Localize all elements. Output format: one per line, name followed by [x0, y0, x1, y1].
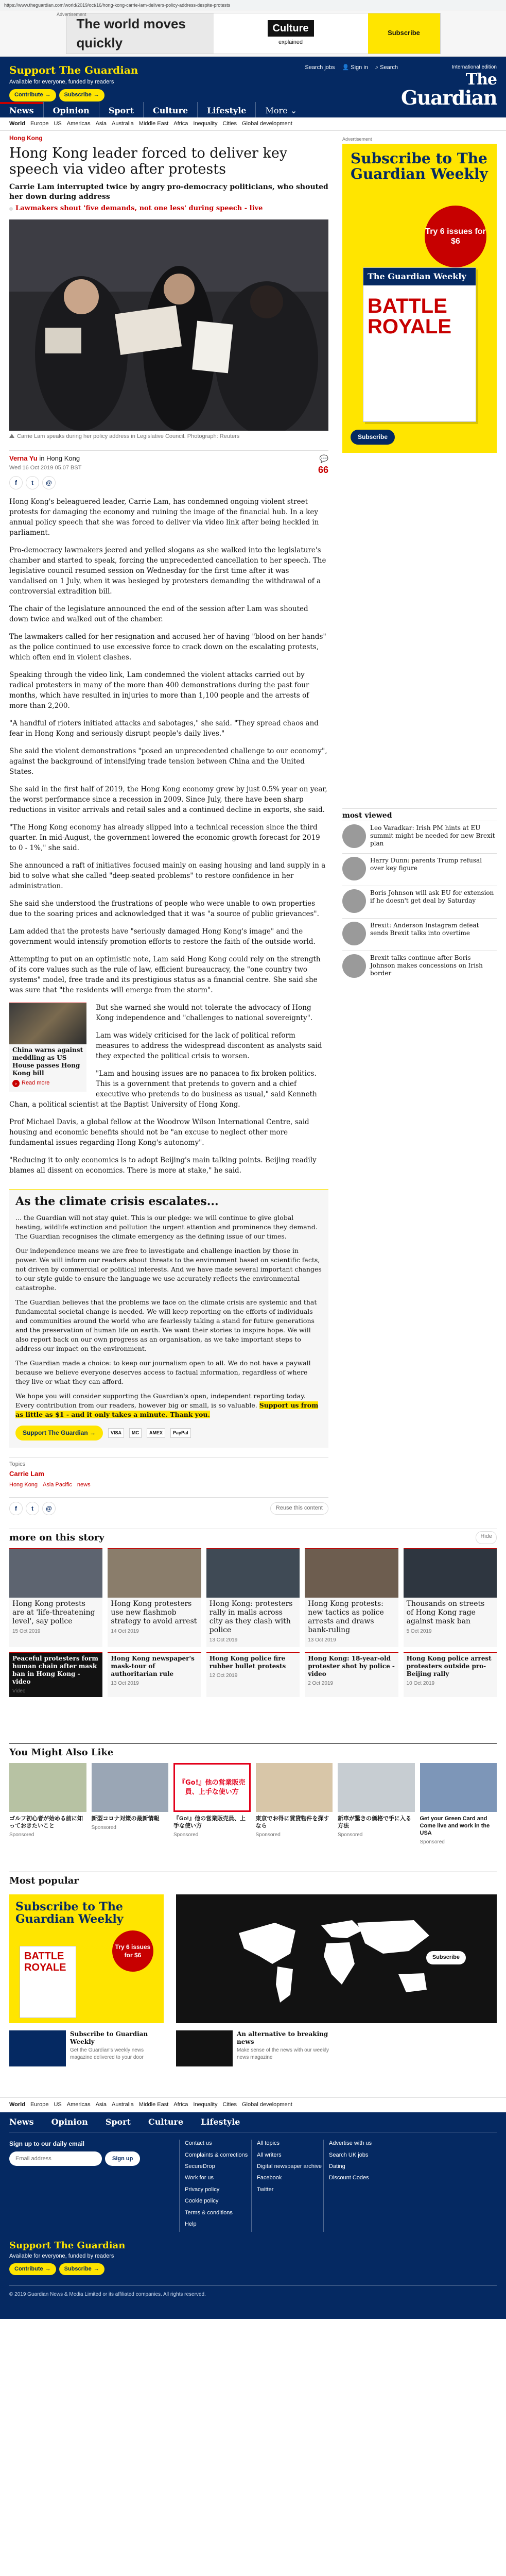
- promo-image: [176, 2030, 233, 2066]
- sub-nav: [0, 117, 506, 131]
- footer-link[interactable]: Contact us: [185, 2140, 212, 2147]
- sponsored-image: [256, 1763, 333, 1812]
- footer-link[interactable]: Work for us: [185, 2175, 214, 2181]
- sponsored-source: Sponsored: [420, 1839, 445, 1845]
- promo-title: An alternative to breaking news: [237, 2030, 328, 2046]
- footer-subnav-us[interactable]: US: [54, 2102, 62, 2108]
- sponsored-source: Sponsored: [173, 1832, 199, 1838]
- mini-meta: 12 Oct 2019: [209, 1673, 238, 1679]
- mv-title: Brexit talks continue after Boris Johnson makes concessions on Irish border: [370, 954, 483, 977]
- epic-paragraph: The Guardian made a choice: to keep our journalism open to all. We do not have a paywall because we believe everyone deserves access to factual information, regardless of where they live or what they can afford.: [15, 1359, 311, 1386]
- reuse-content-link[interactable]: Reuse this content: [270, 1502, 328, 1514]
- sponsored-card[interactable]: [420, 1763, 497, 1846]
- dateline: Wed 16 Oct 2019 05.07 BST: [9, 464, 82, 471]
- sponsored-image: [338, 1763, 415, 1812]
- contributions-epic: [9, 1189, 328, 1448]
- sponsored-title: 新型コロナ対策の最新情報: [91, 1816, 160, 1822]
- topics-label: Topics: [9, 1461, 26, 1467]
- tag-news[interactable]: news: [77, 1481, 91, 1488]
- map-ad-subscribe-button[interactable]: Subscribe: [426, 1951, 466, 1964]
- promo-subtitle: Make sense of the news with our weekly news magazine: [237, 2047, 329, 2061]
- footer-subnav-americas[interactable]: Americas: [66, 2102, 91, 2108]
- support-subtitle: Available for everyone, funded by readers: [9, 79, 114, 85]
- mini-story-card[interactable]: [404, 1652, 497, 1697]
- story-image: [404, 1549, 497, 1598]
- promo-weekly[interactable]: [9, 2030, 164, 2066]
- footer-support-block: [9, 2239, 497, 2275]
- sponsored-image-text: 『Go!』他の営業販売員、上手な使い方: [173, 1763, 251, 1812]
- search-jobs-link[interactable]: Search jobs: [305, 64, 335, 71]
- tag-asia-pacific[interactable]: Asia Pacific: [43, 1481, 72, 1488]
- weekly-mag-cover-text: BATTLE ROYALE: [368, 294, 452, 338]
- footer-subscribe-button[interactable]: [59, 2263, 104, 2275]
- paragraph: Pro-democracy lawmakers jeered and yelled slogans as she walked into the legislature's chamber and started to speak, forcing the unprecedented cancellation to her speech. The legislative council resumed session on Wednesday for the first time after it was vandalised on 1 July, when it was besieged by protesters demanding the withdrawal of a controversial extradition bill.: [9, 546, 326, 596]
- email-share-icon[interactable]: @: [42, 476, 56, 489]
- sponsored-card[interactable]: [9, 1763, 86, 1846]
- ad-culture-block: [214, 13, 368, 54]
- most-popular: [0, 1872, 506, 2066]
- sponsored-card[interactable]: [256, 1763, 333, 1846]
- top-advertisement: [0, 10, 506, 57]
- article-meta: [9, 450, 328, 490]
- article-headline: Hong Kong leader forced to deliver key speech via video after protests: [9, 145, 288, 177]
- mini-title: Hong Kong police arrest protesters outside pro-Beijing rally: [406, 1655, 492, 1678]
- arrow-right-icon: ›: [12, 1080, 20, 1087]
- copyright: © 2019 Guardian News & Media Limited or its affiliated companies. All rights reserved.: [9, 2285, 497, 2298]
- footer-links-col3: [323, 2140, 395, 2232]
- subnav-us[interactable]: US: [54, 120, 62, 127]
- sponsored-title: 新車が驚きの価格で手に入る方法: [338, 1816, 411, 1829]
- subnav-middle-east[interactable]: Middle East: [138, 120, 169, 127]
- story-title: Hong Kong protesters use new flashmob strategy to avoid arrest: [111, 1600, 197, 1626]
- arrow-right-icon: →: [93, 92, 99, 98]
- subnav-world[interactable]: World: [9, 120, 25, 127]
- footer-pillar-news[interactable]: News: [9, 2116, 34, 2127]
- paragraph: Lam was widely criticised for the lack of political reform measures to address the widespread discontent as analysts said they expected the political crisis to worsen.: [96, 1031, 322, 1061]
- story-meta: 15 Oct 2019: [12, 1629, 41, 1635]
- subnav-americas[interactable]: Americas: [66, 120, 91, 127]
- pillar-lifestyle[interactable]: Lifestyle: [197, 102, 255, 117]
- mv-title: Leo Varadkar: Irish PM hints at EU summit might be needed for new Brexit plan: [370, 824, 495, 848]
- paragraph: She announced a raft of initiatives focused mainly on easing housing and land supply in a bid to solve what she called "deep-seated problems" to restore confidence in her administration.: [9, 861, 326, 891]
- story-meta: 5 Oct 2019: [406, 1629, 432, 1635]
- footer-pillar-culture[interactable]: Culture: [148, 2116, 184, 2127]
- footer-subnav-middle-east[interactable]: Middle East: [138, 2102, 169, 2108]
- story-meta: 13 Oct 2019: [209, 1637, 238, 1643]
- promo-image: [9, 2030, 66, 2066]
- weekly-ad-small-cover-text: BATTLE ROYALE: [24, 1951, 66, 1974]
- mv-thumbnail: [342, 857, 366, 880]
- paragraph: Hong Kong's beleaguered leader, Carrie Lam, has condemned ongoing violent street protests for damaging the economy and ruining the image of the financial hub. In a key annual policy speech that she was forced to deliver via video link after being heckled in parliament.: [9, 498, 319, 537]
- mini-title: Hong Kong: 18-year-old protester shot by police - video: [308, 1655, 395, 1678]
- footer-link[interactable]: Advertise with us: [329, 2140, 372, 2147]
- chevron-down-icon: ⌄: [290, 106, 298, 115]
- story-title: Hong Kong protests: new tactics as police arrests and draws bank-ruling: [308, 1600, 384, 1635]
- mini-story-card[interactable]: [206, 1652, 300, 1697]
- sponsored-card[interactable]: [338, 1763, 415, 1846]
- footer-support-subtitle: Available for everyone, funded by readers: [9, 2252, 114, 2259]
- subscribe-label: Subscribe: [64, 92, 92, 98]
- footer-support-title: Support The Guardian: [9, 2240, 126, 2251]
- epic-highlight-text: Support us from as little as $1 - and it only takes a minute. Thank you.: [15, 1401, 319, 1419]
- sponsored-source: Sponsored: [255, 1832, 281, 1838]
- comment-bubble-icon: 💬: [319, 454, 328, 463]
- footer-subnav-europe[interactable]: Europe: [30, 2102, 49, 2108]
- footer-links-col2: [251, 2140, 323, 2232]
- weekly-mag-masthead: The Guardian Weekly: [363, 268, 476, 285]
- contribute-label: Contribute: [14, 92, 43, 98]
- mini-meta: 10 Oct 2019: [406, 1681, 435, 1687]
- footer-link[interactable]: Terms & conditions: [185, 2209, 233, 2216]
- pillar-culture[interactable]: Culture: [143, 102, 197, 117]
- support-label: Support The Guardian: [23, 1429, 88, 1437]
- mv-thumbnail: [342, 824, 366, 848]
- mv-thumbnail: [342, 922, 366, 945]
- sign-in-link[interactable]: [342, 64, 368, 72]
- right-column: [342, 131, 497, 1515]
- footer-subnav: [0, 2097, 506, 2109]
- story-image: [108, 1549, 201, 1598]
- paragraph: Prof Michael Davis, a global fellow at the Woodrow Wilson International Centre, said housing and economic benefits should not be "an excuse to neglect other more fundamental issues regarding Hong Kong's autonomy".: [9, 1118, 309, 1147]
- most-viewed: [342, 808, 497, 984]
- paragraph: "A handful of rioters initiated attacks and sabotages," she said. "They spread chaos and fear in Hong Kong and seriously disrupt people's daily lives.": [9, 719, 319, 738]
- paragraph: But she warned she would not tolerate the advocacy of Hong Kong independence and "challenges to national sovereignty".: [96, 1004, 313, 1023]
- support-title: Support The Guardian: [9, 64, 138, 76]
- mini-meta: 2 Oct 2019: [308, 1681, 334, 1687]
- epic-plain-text: We hope you will consider supporting the Guardian's open, independent reporting today. Every contribution from our readers, however big or small, is so valuable.: [15, 1392, 306, 1410]
- epic-paragraph: Our independence means we are free to investigate and challenge inaction by those in power. We will inform our readers about threats to the environment based on scientific facts, not driven by commercial or political interests. And we have made several important changes to our style guide to ensure the language we use accurately reflects the environmental catastrophe.: [15, 1247, 322, 1292]
- paragraph: Lam added that the protests have "seriously damaged Hong Kong's image" and the government would intensify promotion efforts to restore the faith of the outside world.: [9, 927, 316, 946]
- promo-alternative[interactable]: [176, 2030, 330, 2066]
- twitter-share-icon[interactable]: t: [26, 1502, 39, 1515]
- arrow-right-icon: →: [45, 92, 51, 98]
- sponsored-card[interactable]: [92, 1763, 169, 1846]
- paragraph: "The Hong Kong economy has already slipped into a technical recession since the third quarter. In mid-August, the government lowered the economic growth forecast for 2019 to 0 - 1%," she said.: [9, 823, 320, 853]
- arrow-right-icon: →: [90, 1429, 96, 1437]
- byline[interactable]: [9, 454, 81, 463]
- rich-link-title: China warns against meddling as US House passes Hong Kong bill: [12, 1046, 83, 1077]
- story-card[interactable]: [305, 1548, 398, 1647]
- pillar-news[interactable]: News: [0, 102, 43, 117]
- promo-title: Subscribe to Guardian Weekly: [70, 2030, 148, 2046]
- bottom-share-row: [9, 1497, 328, 1515]
- story-meta: 14 Oct 2019: [111, 1629, 139, 1635]
- mv-title: Boris Johnson will ask EU for extension if he doesn't get deal by Saturday: [370, 889, 494, 905]
- sponsored-title: ゴルフ初心者が始める前に知っておきたいこと: [9, 1816, 83, 1829]
- byline-place: in Hong Kong: [39, 454, 80, 462]
- mini-title: Hong Kong police fire rubber bullet protests: [209, 1655, 286, 1670]
- footer-pillar-lifestyle[interactable]: Lifestyle: [201, 2116, 240, 2127]
- paragraph: She said she understood the frustrations of people who were unable to own properties due to the soaring prices and acknowledged that it was "a source of public grievances".: [9, 900, 319, 919]
- subnav-africa[interactable]: Africa: [173, 120, 188, 127]
- email-signup: [9, 2140, 179, 2232]
- subnav-cities[interactable]: Cities: [222, 120, 237, 127]
- edition-selector[interactable]: International edition: [451, 64, 497, 70]
- world-map-ad[interactable]: [176, 1894, 497, 2023]
- most-viewed-item[interactable]: [342, 951, 497, 983]
- ad-explained-label: explained: [278, 39, 303, 45]
- weekly-ad-small[interactable]: [9, 1894, 164, 2023]
- signup-label: Sign up to our daily email: [9, 2140, 85, 2148]
- ad-headline: The world moves quickly: [66, 13, 214, 54]
- sponsored-title: Get your Green Card and Come live and work in the USA: [420, 1816, 490, 1837]
- article-body: [9, 497, 328, 1176]
- contribute-label: Contribute: [14, 2265, 43, 2272]
- footer-subnav-africa[interactable]: Africa: [173, 2102, 188, 2108]
- mini-meta: Video: [12, 1688, 26, 1694]
- subnav-asia[interactable]: Asia: [95, 120, 107, 127]
- epic-title: As the climate crisis escalates...: [15, 1195, 219, 1209]
- sponsored-title: 東京でお得に賃貸物件を探すなら: [255, 1816, 329, 1829]
- sponsored-source: Sponsored: [91, 1825, 116, 1831]
- contribute-button[interactable]: [9, 89, 56, 101]
- subscribe-button[interactable]: [59, 89, 104, 101]
- more-on-this-story: [0, 1529, 506, 1697]
- logo-guardian: Guardian: [401, 86, 497, 109]
- sponsored-image: [92, 1763, 169, 1812]
- rich-link-image: [9, 1003, 86, 1044]
- sponsored-source: Sponsored: [338, 1832, 363, 1838]
- footer-pillar-opinion[interactable]: Opinion: [51, 2116, 88, 2127]
- story-image: [9, 1549, 102, 1598]
- search-icon: ⌕: [375, 64, 379, 71]
- footer-link[interactable]: Digital newspaper archive: [257, 2163, 322, 2170]
- support-guardian-button[interactable]: [15, 1426, 103, 1440]
- hide-section-button[interactable]: Hide: [476, 1531, 497, 1544]
- mini-title: Hong Kong newspaper's mask-tour of authoritarian rule: [111, 1655, 195, 1678]
- masthead: [0, 57, 506, 117]
- footer-link[interactable]: Search UK jobs: [329, 2151, 369, 2158]
- sponsored-image: [420, 1763, 497, 1812]
- pillar-sport[interactable]: Sport: [99, 102, 143, 117]
- subnav-inequality[interactable]: Inequality: [193, 120, 218, 127]
- you-might-also-like: [0, 1743, 506, 1846]
- footer-contribute-button[interactable]: [9, 2263, 56, 2275]
- paragraph: The lawmakers called for her resignation and accused her of having "blood on her hands" as the police continued to use excessive force to crack down on the escalating protests, which often end in violent clashes.: [9, 633, 326, 662]
- pillar-nav: [0, 102, 306, 117]
- ymal-title: You Might Also Like: [9, 1747, 114, 1758]
- footer-link[interactable]: All topics: [257, 2140, 280, 2147]
- tag-hong-kong[interactable]: Hong Kong: [9, 1481, 38, 1488]
- signup-button[interactable]: Sign up: [105, 2151, 140, 2166]
- paragraph: "Reducing it to only economics is to adopt Beijing's main talking points. Beijing readily blames all dissent on economics. There is more at stake," he said.: [9, 1156, 317, 1175]
- visa-icon: VISA: [108, 1428, 124, 1438]
- weekly-magazine-cover: [363, 267, 476, 422]
- footer-link[interactable]: SecureDrop: [185, 2163, 215, 2170]
- support-block: [9, 63, 138, 101]
- live-link[interactable]: Lawmakers shout 'five demands, not one less' during speech - live: [9, 204, 328, 213]
- rich-link-card[interactable]: [9, 1003, 86, 1091]
- story-card[interactable]: [206, 1548, 300, 1647]
- story-image: [206, 1549, 300, 1598]
- footer-subnav-cities[interactable]: Cities: [222, 2102, 237, 2108]
- arrow-right-icon: →: [45, 2265, 51, 2272]
- pillar-opinion[interactable]: Opinion: [43, 102, 99, 117]
- standfirst-list: [9, 204, 328, 213]
- paragraph: Attempting to put on an optimistic note, Lam said Hong Kong could rely on the strength of its core values such as the rule of law, efficient bureaucracy, the "one country two systems" model, free trade and its prestigious status as a financial centre. She said she was sure that "the residents will emerge from the storm".: [9, 955, 321, 995]
- mini-story-card[interactable]: [305, 1652, 398, 1697]
- mastercard-icon: MC: [129, 1428, 142, 1438]
- most-viewed-item[interactable]: [342, 918, 497, 951]
- browser-url-bar[interactable]: https://www.theguardian.com/world/2019/oct/16/hong-kong-carrie-lam-delivers-policy-address-despite-protests: [0, 0, 506, 10]
- ad-subscribe-button[interactable]: Subscribe: [368, 13, 440, 54]
- paragraph: She said in the first half of 2019, the Hong Kong economy grew by just 0.5% year on year, the worst performance since a recession in 2009. Since July, there have been sharp reductions in visitor arrivals and retail sales and a continued decline in exports, she said.: [9, 785, 327, 815]
- story-card[interactable]: [404, 1548, 497, 1647]
- mini-meta: 13 Oct 2019: [111, 1681, 139, 1687]
- weekly-ad-small-title: Subscribe to The Guardian Weekly: [15, 1900, 124, 1926]
- share-buttons: [9, 476, 81, 489]
- mv-title: Brexit: Anderson Instagram defeat sends Brexit talks into overtime: [370, 922, 479, 937]
- arrow-right-icon: →: [93, 2265, 99, 2272]
- subnav-australia[interactable]: Australia: [111, 120, 134, 127]
- mini-title: Peaceful protesters form human chain after mask ban in Hong Kong - video: [12, 1655, 98, 1686]
- main-photo: [9, 219, 328, 431]
- more-label: More: [265, 106, 288, 115]
- more-story-title: more on this story: [9, 1532, 104, 1543]
- most-viewed-item[interactable]: [342, 853, 497, 886]
- byline-name: Verna Yu: [9, 454, 38, 462]
- amex-icon: AMEX: [147, 1428, 165, 1438]
- facebook-share-icon[interactable]: f: [9, 476, 23, 489]
- subscribe-label: Subscribe: [64, 2265, 92, 2272]
- pillar-more[interactable]: [255, 102, 306, 117]
- read-more-label: Read more: [22, 1080, 50, 1087]
- paypal-icon: PayPal: [170, 1428, 191, 1438]
- world-map-graphic: [229, 1907, 445, 2010]
- ad-culture-label: Culture: [268, 20, 314, 37]
- ad-label: Advertisement: [57, 12, 86, 17]
- twitter-share-icon[interactable]: t: [26, 476, 39, 489]
- photo-caption: [9, 433, 328, 440]
- guardian-weekly-ad[interactable]: [342, 144, 497, 453]
- story-title: Hong Kong protests are at 'life-threatening level', say police: [12, 1600, 95, 1626]
- footer-link[interactable]: All writers: [257, 2151, 282, 2158]
- footer-subnav-world[interactable]: World: [9, 2102, 25, 2108]
- topic-byline-link[interactable]: Carrie Lam: [9, 1470, 44, 1478]
- footer-link[interactable]: Facebook: [257, 2175, 282, 2181]
- mv-title: Harry Dunn: parents Trump refusal over key figure: [370, 857, 482, 872]
- footer-subnav-australia[interactable]: Australia: [111, 2102, 134, 2108]
- mini-story-card[interactable]: [9, 1652, 102, 1697]
- sponsored-card[interactable]: [173, 1763, 251, 1846]
- footer-link[interactable]: Privacy policy: [185, 2186, 220, 2193]
- sponsored-source: Sponsored: [9, 1832, 34, 1838]
- epic-paragraph: [15, 1392, 322, 1419]
- search-label: Search: [380, 64, 398, 71]
- comment-count-value: 66: [318, 465, 328, 476]
- footer-link[interactable]: Cookie policy: [185, 2198, 219, 2205]
- sponsored-title: 『Go!』他の営業販売員、上手な使い方: [173, 1816, 246, 1829]
- mini-story-card[interactable]: [108, 1652, 201, 1697]
- epic-paragraph: The Guardian believes that the problems we face on the climate crisis are systemic and that fundamental societal change is needed. We will keep reporting on the efforts of individuals and communities around the world who are fearlessly taking a stand for future generations and the preservation of human life on earth. We want their stories to inspire hope. We will also report back on our own progress as an organisation, as we take important steps to address our impact on the environment.: [15, 1298, 317, 1353]
- email-input[interactable]: Email address: [9, 2151, 102, 2166]
- most-viewed-item[interactable]: [342, 821, 497, 853]
- paragraph: Speaking through the video link, Lam condemned the violent attacks carried out by radical protesters in many of the more than 400 demonstrations during the past four months, which have resulted in injuries to more than 1,100 people and the arrests of more than 2,200.: [9, 671, 309, 710]
- section-kicker[interactable]: Hong Kong: [9, 134, 43, 142]
- paragraph: The chair of the legislature announced the end of the session after Lam was shouted down twice and walked out of the chamber.: [9, 605, 308, 624]
- user-icon: 👤: [342, 64, 350, 71]
- story-image: [305, 1549, 398, 1598]
- footer-pillar-sport[interactable]: Sport: [105, 2116, 131, 2127]
- weekly-ad-offer: Try 6 issues for $6: [425, 206, 486, 267]
- logo-the: The: [465, 71, 497, 89]
- story-title: Hong Kong: protesters rally in malls across city as they clash with police: [209, 1600, 293, 1635]
- promo-subtitle: Get the Guardian's weekly news magazine delivered to your door: [70, 2047, 144, 2061]
- sponsored-image: [9, 1763, 86, 1812]
- top-nav-links: [305, 64, 398, 72]
- footer-links-col1: [179, 2140, 251, 2232]
- rich-link-read-more[interactable]: [9, 1079, 86, 1087]
- mv-thumbnail: [342, 889, 366, 913]
- standfirst: Carrie Lam interrupted twice by angry pro-democracy politicians, who shouted her down during address: [9, 183, 328, 201]
- story-meta: 13 Oct 2019: [308, 1637, 336, 1643]
- footer-link[interactable]: Discount Codes: [329, 2175, 369, 2181]
- footer-link[interactable]: Help: [185, 2221, 197, 2227]
- weekly-ad-small-offer: Try 6 issues for $6: [112, 1930, 153, 1972]
- footer-subnav-global-development[interactable]: Global development: [242, 2102, 292, 2108]
- paragraph: "Lam and housing issues are no panacea to fix broken politics. This is a government that pretends to govern and a chief executive who pretends to do business as usual," said Kenneth Chan, a political scientist at the Baptist University of Hong Kong.: [9, 1070, 317, 1109]
- weekly-ad-small-cover: [20, 1946, 76, 2018]
- email-share-icon[interactable]: @: [42, 1502, 56, 1515]
- story-card[interactable]: [9, 1548, 102, 1647]
- ad-label: Advertisement: [342, 137, 372, 142]
- footer-link[interactable]: Complaints & corrections: [185, 2151, 248, 2158]
- footer-subnav-asia[interactable]: Asia: [95, 2102, 107, 2108]
- topics-block: [9, 1457, 328, 1489]
- story-card[interactable]: [108, 1548, 201, 1647]
- sign-in-label: Sign in: [351, 64, 368, 71]
- weekly-ad-title: Subscribe to The Guardian Weekly: [351, 149, 488, 182]
- guardian-logo[interactable]: [401, 64, 497, 108]
- caption-text: Carrie Lam speaks during her policy address in Legislative Council. Photograph: Reuters: [17, 433, 240, 440]
- story-title: Thousands on streets of Hong Kong rage against mask ban: [406, 1600, 485, 1626]
- subnav-global-development[interactable]: Global development: [242, 120, 292, 127]
- footer-link[interactable]: Dating: [329, 2163, 345, 2170]
- most-viewed-item[interactable]: [342, 886, 497, 918]
- topic-tags: [9, 1481, 328, 1489]
- mv-thumbnail: [342, 954, 366, 978]
- weekly-subscribe-button[interactable]: Subscribe: [351, 430, 395, 445]
- most-viewed-title: most viewed: [342, 808, 497, 821]
- main-photo-graphic: [9, 219, 328, 431]
- comment-count[interactable]: [318, 454, 328, 490]
- facebook-share-icon[interactable]: f: [9, 1502, 23, 1515]
- epic-paragraph: ... the Guardian will not stay quiet. This is our pledge: we will continue to give global heating, wildlife extinction and pollution the urgent attention and prominence they demand. The Guardian recognises the climate emergency as the defining issue of our times.: [15, 1214, 318, 1241]
- article-column: [9, 131, 328, 1515]
- footer-subnav-inequality[interactable]: Inequality: [193, 2102, 218, 2108]
- ad-banner[interactable]: [66, 13, 441, 54]
- caption-triangle-icon: [9, 434, 14, 438]
- footer: [0, 2112, 506, 2319]
- subnav-europe[interactable]: Europe: [30, 120, 49, 127]
- footer-link[interactable]: Twitter: [257, 2186, 274, 2193]
- paragraph: She said the violent demonstrations "posed an unprecedented challenge to our economy", against the background of intensifying trade tension between China and the United States.: [9, 747, 327, 776]
- search-link[interactable]: [375, 64, 398, 72]
- most-popular-title: Most popular: [9, 1875, 79, 1887]
